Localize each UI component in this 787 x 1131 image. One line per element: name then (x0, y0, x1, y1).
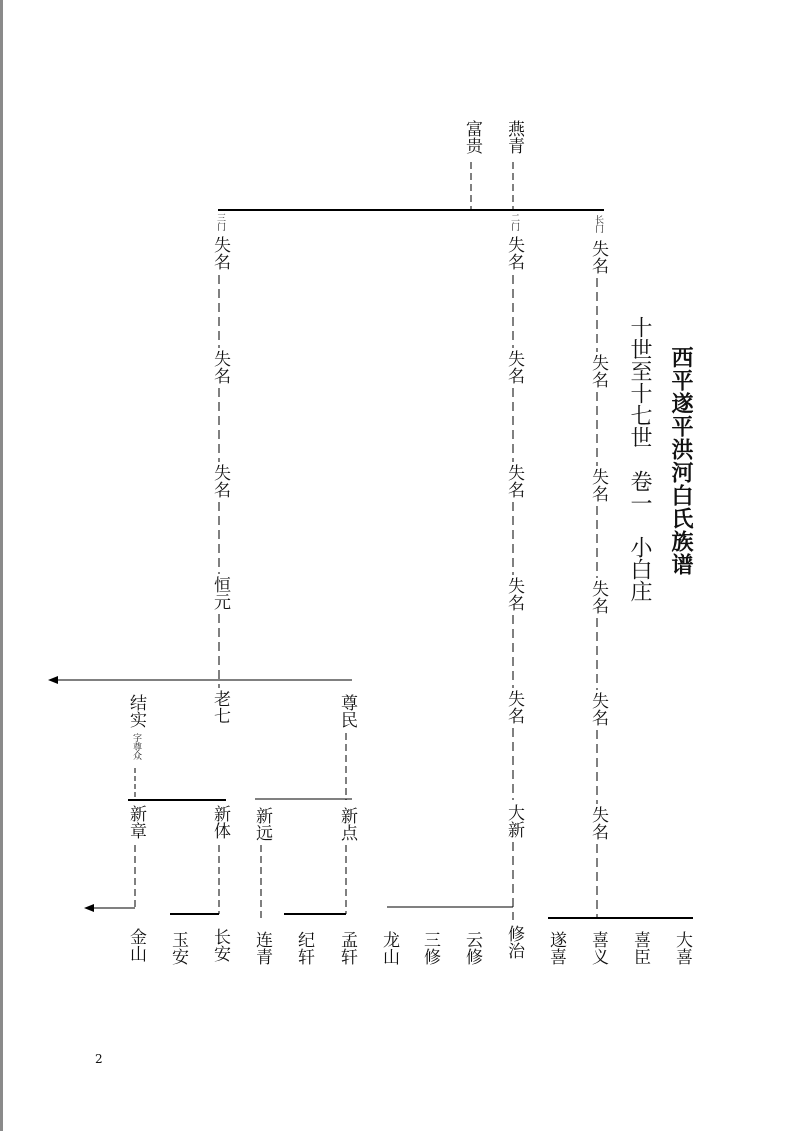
name-suixi: 遂喜 (546, 931, 566, 965)
branch-label-third: 三门 (215, 213, 225, 231)
name-mengxuan: 孟轩 (337, 931, 357, 965)
branch-label-second: 二门 (509, 213, 519, 231)
name-yuan: 玉安 (168, 931, 188, 965)
page-number: 2 (95, 1052, 103, 1066)
name-longshan: 龙山 (379, 931, 399, 965)
name-lianqing: 连青 (252, 931, 272, 965)
name-unknown: 失名 (504, 577, 524, 611)
name-xinyuan: 新远 (252, 807, 272, 841)
name-xinti: 新体 (210, 805, 230, 839)
name-unknown: 失名 (588, 240, 608, 274)
genealogy-title: 西平遂平洪河白氏族谱 (668, 346, 694, 576)
name-jinshan: 金山 (126, 928, 146, 962)
name-unknown: 失名 (210, 464, 230, 498)
name-xiyi: 喜义 (588, 931, 608, 965)
name-daxin: 大新 (504, 804, 524, 838)
courtesy-name-note: 字尊众 (131, 733, 141, 760)
name-unknown: 失名 (504, 350, 524, 384)
name-zunmin: 尊民 (337, 694, 357, 728)
name-unknown: 失名 (504, 464, 524, 498)
name-xinzhang: 新章 (126, 805, 146, 839)
name-unknown: 失名 (504, 690, 524, 724)
name-unknown: 失名 (210, 236, 230, 270)
name-unknown: 失名 (588, 468, 608, 502)
name-yunxiu: 云修 (462, 931, 482, 965)
name-hengyuan: 恒元 (210, 576, 230, 610)
name-jieshi: 结实 (126, 694, 146, 728)
name-xiuzhi: 修治 (504, 925, 524, 959)
name-laoqi: 老七 (210, 690, 230, 724)
name-changan: 长安 (210, 928, 230, 962)
name-sanxiu: 三修 (420, 931, 440, 965)
volume-subtitle: 十世至十七世 卷一 小白庄 (627, 316, 652, 602)
name-unknown: 失名 (588, 580, 608, 614)
branch-label-eldest: 长门 (593, 215, 603, 233)
name-xindian: 新点 (337, 807, 357, 841)
name-unknown: 失名 (588, 354, 608, 388)
name-unknown: 失名 (588, 692, 608, 726)
name-unknown: 失名 (210, 350, 230, 384)
name-xichen: 喜臣 (630, 931, 650, 965)
name-unknown: 失名 (504, 236, 524, 270)
name-jixuan: 纪轩 (294, 931, 314, 965)
name-unknown: 失名 (588, 806, 608, 840)
name-fugui: 富贵 (462, 120, 482, 154)
name-daxi: 大喜 (672, 931, 692, 965)
name-yanqing: 燕青 (504, 120, 524, 154)
